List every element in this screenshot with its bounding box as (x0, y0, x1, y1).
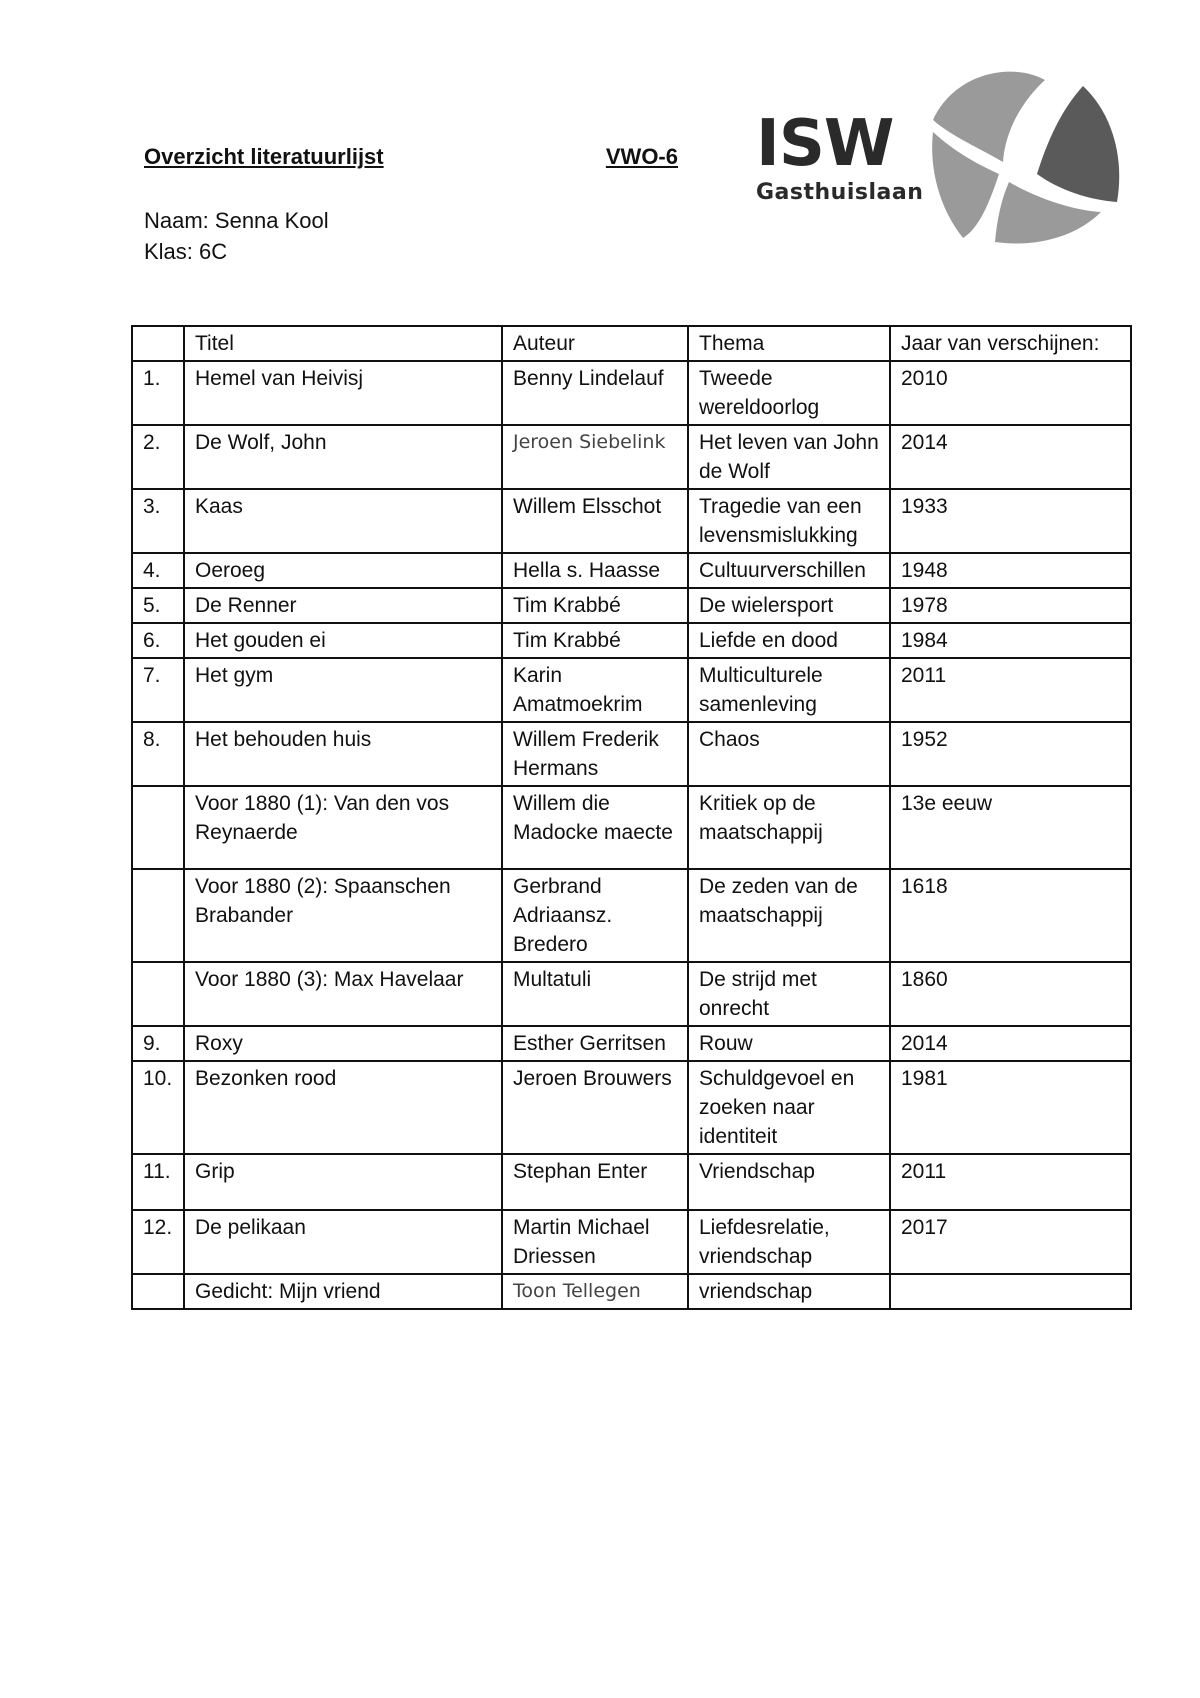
table-row (132, 1154, 1131, 1210)
header-auteur: Auteur (502, 326, 688, 361)
cell-auteur: Willem Frederik Hermans (502, 722, 688, 786)
cell-auteur: Tim Krabbé (502, 623, 688, 658)
table-row (132, 962, 1131, 1026)
document-title: Overzicht literatuurlijst (144, 144, 384, 169)
literature-table (131, 325, 1132, 1310)
cell-nr: 4. (132, 553, 184, 588)
cell-titel: Hemel van Heivisj (184, 361, 502, 425)
cell-titel: Oeroeg (184, 553, 502, 588)
cell-nr: 12. (132, 1210, 184, 1274)
cell-jaar: 2014 (890, 425, 1131, 489)
cell-thema: vriendschap (688, 1274, 890, 1309)
header-titel: Titel (184, 326, 502, 361)
cell-titel: De pelikaan (184, 1210, 502, 1274)
cell-nr: 6. (132, 623, 184, 658)
student-name: Naam: Senna Kool (144, 208, 329, 233)
cell-thema: De wielersport (688, 588, 890, 623)
cell-auteur: Tim Krabbé (502, 588, 688, 623)
cell-jaar: 13e eeuw (890, 786, 1131, 869)
cell-thema: Liefdesrelatie, vriendschap (688, 1210, 890, 1274)
cell-nr (132, 869, 184, 962)
cell-auteur: Karin Amatmoekrim (502, 658, 688, 722)
cell-titel: De Renner (184, 588, 502, 623)
cell-titel: Grip (184, 1154, 502, 1210)
cell-nr: 9. (132, 1026, 184, 1061)
cell-auteur: Gerbrand Adriaansz. Bredero (502, 869, 688, 962)
cell-auteur: Esther Gerritsen (502, 1026, 688, 1061)
cell-nr: 3. (132, 489, 184, 553)
cell-thema: Rouw (688, 1026, 890, 1061)
page-heading (144, 144, 678, 170)
cell-nr: 5. (132, 588, 184, 623)
cell-titel: Kaas (184, 489, 502, 553)
cell-thema: De strijd met onrecht (688, 962, 890, 1026)
cell-jaar: 2017 (890, 1210, 1131, 1274)
cell-jaar: 2011 (890, 658, 1131, 722)
header-thema: Thema (688, 326, 890, 361)
cell-titel: Roxy (184, 1026, 502, 1061)
cell-thema: Kritiek op de maatschappij (688, 786, 890, 869)
cell-auteur: Benny Lindelauf (502, 361, 688, 425)
cell-titel: Het behouden huis (184, 722, 502, 786)
cell-jaar: 2011 (890, 1154, 1131, 1210)
cell-thema: Vriendschap (688, 1154, 890, 1210)
cell-auteur: Martin Michael Driessen (502, 1210, 688, 1274)
cell-titel: Het gouden ei (184, 623, 502, 658)
table-row (132, 722, 1131, 786)
logo-location: Gasthuislaan (756, 180, 924, 205)
cell-jaar: 2010 (890, 361, 1131, 425)
cell-jaar: 1984 (890, 623, 1131, 658)
cell-jaar: 1948 (890, 553, 1131, 588)
student-class: Klas: 6C (144, 239, 228, 264)
cell-nr: 7. (132, 658, 184, 722)
table-row (132, 1026, 1131, 1061)
cell-auteur: Multatuli (502, 962, 688, 1026)
table-row (132, 1274, 1131, 1309)
cell-nr: 8. (132, 722, 184, 786)
cell-titel: Het gym (184, 658, 502, 722)
table-row (132, 1061, 1131, 1154)
table-row (132, 489, 1131, 553)
cell-jaar: 1981 (890, 1061, 1131, 1154)
cell-thema: Multiculturele samenleving (688, 658, 890, 722)
cell-nr: 11. (132, 1154, 184, 1210)
cell-auteur: Jeroen Siebelink (502, 425, 688, 489)
cell-jaar: 1978 (890, 588, 1131, 623)
header-jaar: Jaar van verschijnen: (890, 326, 1131, 361)
cell-jaar: 1933 (890, 489, 1131, 553)
cell-jaar: 1952 (890, 722, 1131, 786)
table-row (132, 553, 1131, 588)
cell-thema: Liefde en dood (688, 623, 890, 658)
cell-nr (132, 962, 184, 1026)
cell-thema: Cultuurverschillen (688, 553, 890, 588)
cell-jaar: 2014 (890, 1026, 1131, 1061)
cell-auteur: Willem die Madocke maecte (502, 786, 688, 869)
clover-petals-icon (925, 70, 1125, 245)
level-label: VWO-6 (605, 144, 678, 169)
cell-thema: De zeden van de maatschappij (688, 869, 890, 962)
cell-titel: Voor 1880 (3): Max Havelaar (184, 962, 502, 1026)
table-row (132, 425, 1131, 489)
cell-thema: Schuldgevoel en zoeken naar identiteit (688, 1061, 890, 1154)
table-row (132, 869, 1131, 962)
table-row (132, 588, 1131, 623)
cell-nr: 2. (132, 425, 184, 489)
school-logo-text (756, 107, 924, 205)
table-row (132, 658, 1131, 722)
cell-nr (132, 786, 184, 869)
cell-auteur: Stephan Enter (502, 1154, 688, 1210)
header-nr (132, 326, 184, 361)
cell-jaar (890, 1274, 1131, 1309)
cell-thema: Tragedie van een levensmislukking (688, 489, 890, 553)
cell-titel: Bezonken rood (184, 1061, 502, 1154)
cell-thema: Het leven van John de Wolf (688, 425, 890, 489)
cell-auteur: Jeroen Brouwers (502, 1061, 688, 1154)
logo-name: ISW (756, 107, 894, 181)
cell-auteur: Hella s. Haasse (502, 553, 688, 588)
table-row (132, 361, 1131, 425)
table-row (132, 786, 1131, 869)
cell-titel: De Wolf, John (184, 425, 502, 489)
cell-titel: Voor 1880 (1): Van den vos Reynaerde (184, 786, 502, 869)
cell-titel: Gedicht: Mijn vriend (184, 1274, 502, 1309)
logo-petal-right (1037, 86, 1119, 202)
cell-thema: Chaos (688, 722, 890, 786)
cell-auteur: Willem Elsschot (502, 489, 688, 553)
cell-nr (132, 1274, 184, 1309)
cell-titel: Voor 1880 (2): Spaanschen Brabander (184, 869, 502, 962)
cell-auteur: Toon Tellegen (502, 1274, 688, 1309)
cell-jaar: 1618 (890, 869, 1131, 962)
cell-nr: 1. (132, 361, 184, 425)
cell-thema: Tweede wereldoorlog (688, 361, 890, 425)
cell-jaar: 1860 (890, 962, 1131, 1026)
table-row (132, 1210, 1131, 1274)
table-row (132, 623, 1131, 658)
cell-nr: 10. (132, 1061, 184, 1154)
table-header-row (132, 326, 1131, 361)
